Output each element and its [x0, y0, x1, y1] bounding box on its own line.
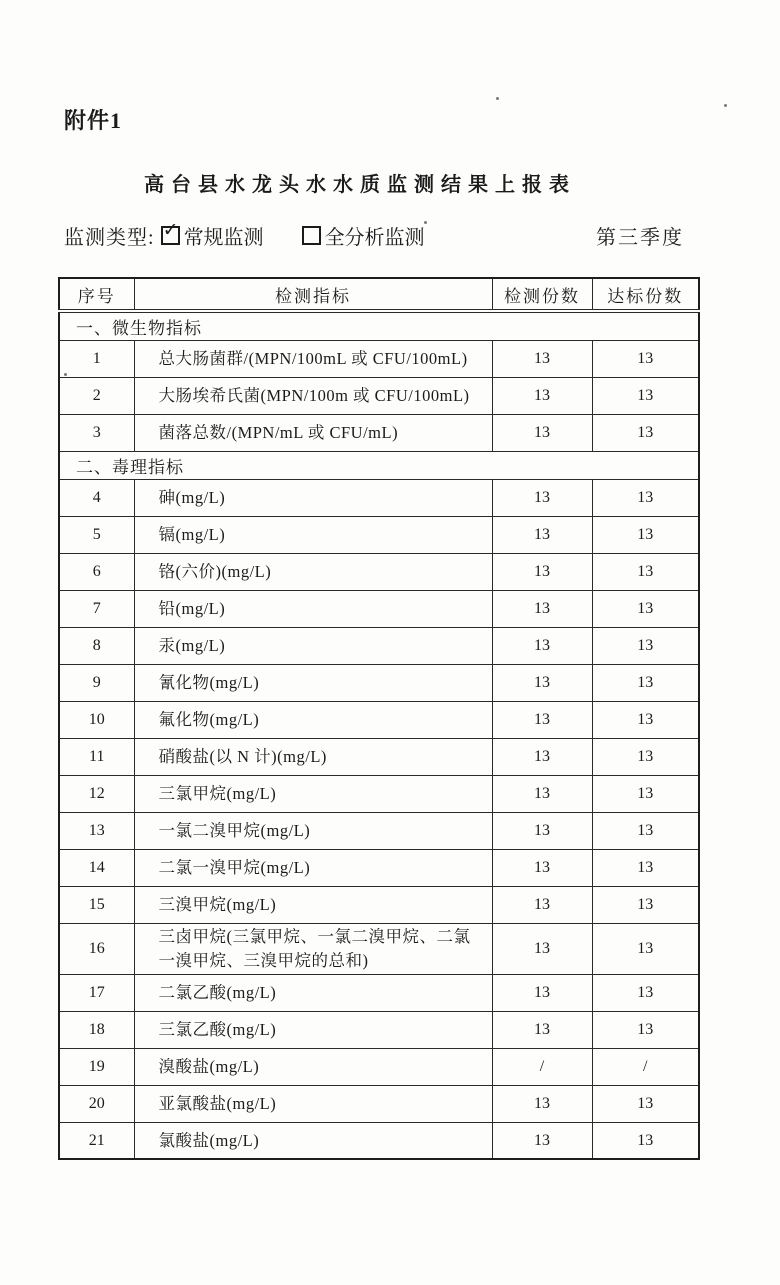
tested-count: 13 [492, 517, 592, 554]
table-row [59, 924, 699, 975]
tested-count: 13 [492, 924, 592, 975]
indicator-name: 砷(mg/L) [134, 480, 492, 517]
indicator-name: 总大肠菌群/(MPN/100mL 或 CFU/100mL) [134, 341, 492, 378]
table-row [59, 813, 699, 850]
tested-count: 13 [492, 378, 592, 415]
header-row [59, 278, 699, 311]
row-number: 20 [59, 1085, 134, 1122]
column-header: 达标份数 [592, 278, 699, 311]
passed-count: 13 [592, 480, 699, 517]
passed-count: 13 [592, 665, 699, 702]
row-number: 2 [59, 378, 134, 415]
table-row [59, 887, 699, 924]
table-row [59, 517, 699, 554]
checkbox-checked-icon [161, 219, 180, 245]
table-row [59, 591, 699, 628]
tested-count: 13 [492, 591, 592, 628]
table-row [59, 341, 699, 378]
tested-count: 13 [492, 702, 592, 739]
tested-count: 13 [492, 1122, 592, 1159]
attachment-label: 附件1 [64, 108, 123, 133]
section-title: 一、微生物指标 [59, 311, 699, 341]
passed-count: 13 [592, 378, 699, 415]
results-table [58, 277, 700, 1160]
table-row [59, 378, 699, 415]
check-icon: ✓ [162, 219, 179, 241]
row-number: 9 [59, 665, 134, 702]
table-row [59, 1048, 699, 1085]
title-row [40, 168, 680, 197]
passed-count: 13 [592, 776, 699, 813]
table-row [59, 702, 699, 739]
table-row [59, 1011, 699, 1048]
row-number: 21 [59, 1122, 134, 1159]
table-row [59, 1122, 699, 1159]
tested-count: 13 [492, 665, 592, 702]
passed-count: 13 [592, 517, 699, 554]
table-body [59, 311, 699, 1159]
indicator-name: 亚氯酸盐(mg/L) [134, 1085, 492, 1122]
row-number: 12 [59, 776, 134, 813]
tested-count: 13 [492, 480, 592, 517]
indicator-name: 二氯乙酸(mg/L) [134, 974, 492, 1011]
column-header: 序号 [59, 278, 134, 311]
row-number: 5 [59, 517, 134, 554]
table-row [59, 974, 699, 1011]
indicator-name: 铅(mg/L) [134, 591, 492, 628]
passed-count: 13 [592, 850, 699, 887]
indicator-name: 三卤甲烷(三氯甲烷、一氯二溴甲烷、二氯一溴甲烷、三溴甲烷的总和) [134, 924, 492, 975]
monitoring-type-row [64, 221, 720, 250]
tested-count: 13 [492, 776, 592, 813]
passed-count: 13 [592, 1085, 699, 1122]
column-header: 检测份数 [492, 278, 592, 311]
option-routine-label: 常规监测 [183, 227, 264, 249]
passed-count: 13 [592, 554, 699, 591]
table-row [59, 776, 699, 813]
option-full-analysis-label: 全分析监测 [324, 227, 425, 249]
passed-count: 13 [592, 628, 699, 665]
indicator-name: 溴酸盐(mg/L) [134, 1048, 492, 1085]
indicator-name: 二氯一溴甲烷(mg/L) [134, 850, 492, 887]
indicator-name: 三溴甲烷(mg/L) [134, 887, 492, 924]
section-row [59, 452, 699, 480]
tested-count: 13 [492, 628, 592, 665]
tested-count: / [492, 1048, 592, 1085]
column-header: 检测指标 [134, 278, 492, 311]
passed-count: 13 [592, 887, 699, 924]
tested-count: 13 [492, 850, 592, 887]
tested-count: 13 [492, 813, 592, 850]
tested-count: 13 [492, 415, 592, 452]
row-number: 4 [59, 480, 134, 517]
table-row [59, 665, 699, 702]
table-row [59, 1085, 699, 1122]
indicator-name: 氟化物(mg/L) [134, 702, 492, 739]
scan-speck [496, 97, 499, 100]
option-routine-monitoring [161, 221, 264, 250]
row-number: 17 [59, 974, 134, 1011]
table-row [59, 415, 699, 452]
row-number: 13 [59, 813, 134, 850]
indicator-name: 氰化物(mg/L) [134, 665, 492, 702]
passed-count: 13 [592, 924, 699, 975]
passed-count: / [592, 1048, 699, 1085]
indicator-name: 镉(mg/L) [134, 517, 492, 554]
passed-count: 13 [592, 341, 699, 378]
option-full-analysis [302, 221, 425, 250]
table-row [59, 850, 699, 887]
passed-count: 13 [592, 591, 699, 628]
indicator-name: 铬(六价)(mg/L) [134, 554, 492, 591]
row-number: 7 [59, 591, 134, 628]
passed-count: 13 [592, 415, 699, 452]
table-row [59, 554, 699, 591]
table-header [59, 278, 699, 311]
tested-count: 13 [492, 554, 592, 591]
row-number: 11 [59, 739, 134, 776]
row-number: 8 [59, 628, 134, 665]
indicator-name: 菌落总数/(MPN/mL 或 CFU/mL) [134, 415, 492, 452]
row-number: 10 [59, 702, 134, 739]
tested-count: 13 [492, 887, 592, 924]
indicator-name: 硝酸盐(以 N 计)(mg/L) [134, 739, 492, 776]
tested-count: 13 [492, 974, 592, 1011]
table-row [59, 739, 699, 776]
passed-count: 13 [592, 1122, 699, 1159]
passed-count: 13 [592, 813, 699, 850]
table-row [59, 628, 699, 665]
passed-count: 13 [592, 974, 699, 1011]
indicator-name: 汞(mg/L) [134, 628, 492, 665]
table-row [59, 480, 699, 517]
passed-count: 13 [592, 739, 699, 776]
row-number: 15 [59, 887, 134, 924]
indicator-name: 一氯二溴甲烷(mg/L) [134, 813, 492, 850]
row-number: 16 [59, 924, 134, 975]
tested-count: 13 [492, 341, 592, 378]
section-title: 二、毒理指标 [59, 452, 699, 480]
indicator-name: 氯酸盐(mg/L) [134, 1122, 492, 1159]
tested-count: 13 [492, 1011, 592, 1048]
scan-speck [724, 104, 727, 107]
monitoring-type-label: 监测类型: [64, 227, 155, 249]
tested-count: 13 [492, 739, 592, 776]
results-table-container [58, 277, 700, 1160]
page-title: 高台县水龙头水水质监测结果上报表 [144, 174, 576, 196]
section-row [59, 311, 699, 341]
quarter-label: 第三季度 [596, 227, 684, 249]
row-number: 19 [59, 1048, 134, 1085]
passed-count: 13 [592, 1011, 699, 1048]
checkbox-unchecked-icon [302, 226, 321, 245]
indicator-name: 三氯乙酸(mg/L) [134, 1011, 492, 1048]
row-number: 14 [59, 850, 134, 887]
tested-count: 13 [492, 1085, 592, 1122]
indicator-name: 大肠埃希氏菌(MPN/100m 或 CFU/100mL) [134, 378, 492, 415]
row-number: 3 [59, 415, 134, 452]
passed-count: 13 [592, 702, 699, 739]
row-number: 1 [59, 341, 134, 378]
indicator-name: 三氯甲烷(mg/L) [134, 776, 492, 813]
row-number: 6 [59, 554, 134, 591]
row-number: 18 [59, 1011, 134, 1048]
